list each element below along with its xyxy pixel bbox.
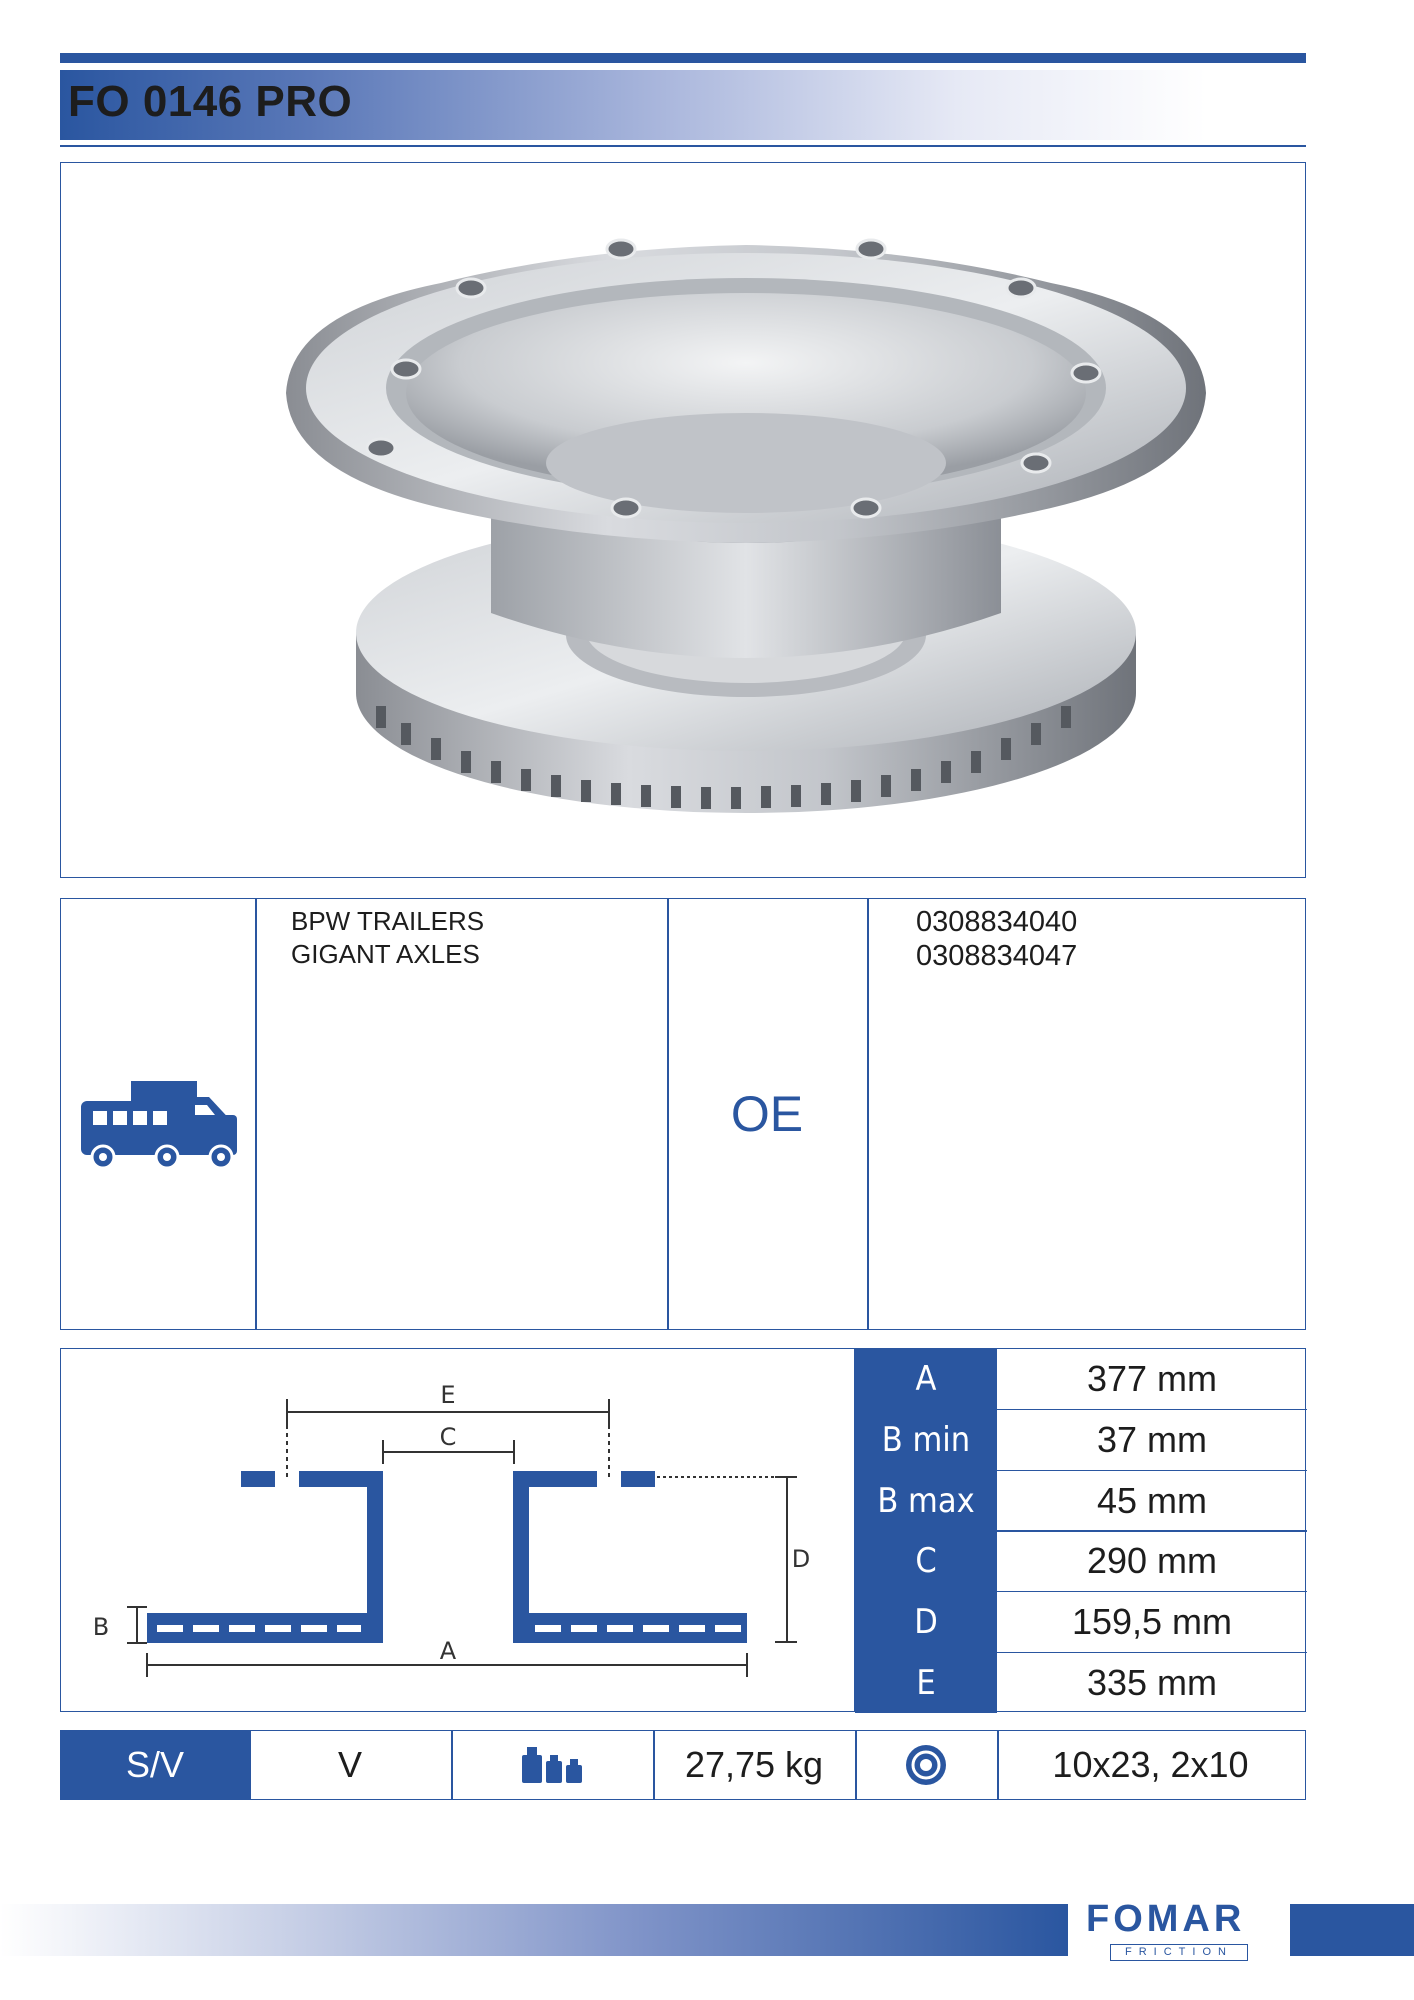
cross-section-diagram [61,1349,855,1710]
title-underline [60,145,1306,147]
product-title: FO 0146 PRO [68,77,353,126]
label-e: E [440,1381,456,1409]
divider [653,1731,655,1799]
product-image-panel [60,162,1306,878]
dim-key: B min [855,1410,997,1471]
dim-row [855,1410,1307,1471]
label-c: C [439,1423,457,1451]
dimensions-table [854,1348,1306,1712]
footer-band [0,1904,1068,1956]
row-separator [855,1591,1307,1593]
label-b: B [92,1613,110,1641]
dim-value: 45 mm [1096,1479,1208,1521]
sv-label: S/V [61,1731,249,1799]
divider [249,1731,251,1799]
oe-label: OE [730,1086,804,1142]
row-separator [855,1530,1307,1532]
row-separator [855,1652,1307,1654]
footer-band-right [1290,1904,1414,1956]
brand-logo: FOMAR [1086,1898,1246,1940]
application-list [291,905,484,971]
brake-disc-image [61,163,1304,876]
dim-value: 377 mm [1086,1358,1218,1400]
divider [867,899,869,1329]
divider [451,1731,453,1799]
oe-numbers [916,905,1077,973]
dim-key: D [855,1592,997,1653]
dim-value: 335 mm [1086,1661,1218,1703]
dim-key: B max [855,1470,997,1531]
sv-value: V [337,1744,362,1785]
divider [997,1731,999,1799]
dim-value: 37 mm [1096,1419,1208,1461]
row-separator [855,1409,1307,1411]
dim-row [855,1592,1307,1653]
divider [855,1731,857,1799]
dim-row [855,1531,1307,1592]
applications-panel [60,898,1306,1330]
label-d: D [791,1545,811,1573]
weights-icon [451,1731,653,1799]
dim-key: C [855,1531,997,1592]
dim-key: A [855,1349,997,1410]
row-separator [855,1470,1307,1472]
divider [255,899,257,1329]
spec-strip [60,1730,1306,1800]
dim-row [855,1652,1307,1713]
label-a: A [439,1637,457,1665]
dim-key: E [855,1652,997,1713]
application-line: GIGANT AXLES [291,939,480,969]
oe-number: 0308834047 [916,940,1078,972]
disc-holes-icon [855,1731,997,1799]
dim-value: 290 mm [1086,1540,1218,1582]
oe-number: 0308834040 [916,906,1078,938]
application-line: BPW TRAILERS [291,906,485,936]
dim-row [855,1349,1307,1410]
dim-value: 159,5 mm [1071,1601,1233,1643]
truck-bus-icon [75,1077,245,1177]
header-top-rule [60,53,1306,63]
dim-row [855,1470,1307,1531]
weight-value: 27,75 kg [684,1744,824,1785]
holes-value: 10x23, 2x10 [1052,1744,1249,1785]
brand-subtitle: FRICTION [1110,1944,1248,1961]
